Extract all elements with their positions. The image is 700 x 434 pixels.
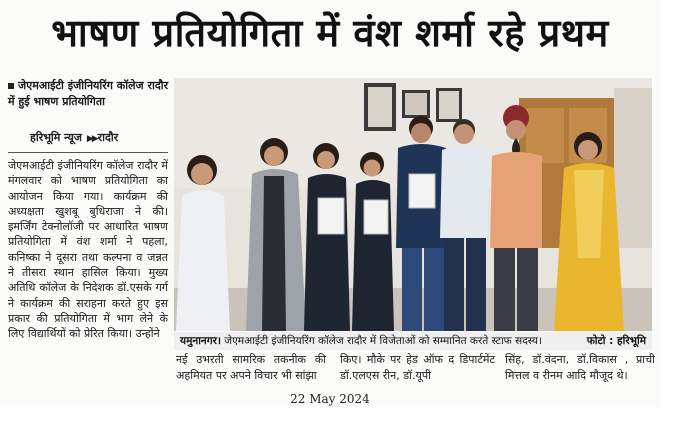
headline: भाषण प्रतियोगिता में वंश शर्मा रहे प्रथम (51, 11, 609, 55)
caption-place: यमुनानगर। (180, 335, 221, 347)
bullet-icon (8, 83, 14, 89)
group-photo-illustration (174, 78, 652, 331)
byline-arrows-icon: ▶▶ (86, 134, 97, 144)
photo-caption (174, 332, 652, 350)
publication-date: 22 May 2024 (0, 392, 660, 406)
article-body: जेएमआईटी इंजीनियरिंग कॉलेज रादौर में मंगलवार को भाषण प्रतियोगिता का आयोजन किया गया। कार्यक्रम की अध्यक्षता खुशबू बुधिराजा ने की। इमर्जिंग टेक्नोलॉजी पर आधारित भाषण प्रतियोगिता में वंश शर्मा ने पहला, कनिष्का ने दूसरा तथा कल्पना व जन्नत ने तीसरा स्थान हासिल किया। मुख्य अतिथि कॉलेज के निदेशक डॉ.एसके गर्ग ने कार्यक्रम की सराहना करते हुए इस प्रकार की प्रतियोगिता में भाग लेने के लिए विद्यार्थियों को प्रेरित किया। उन्होंने (8, 159, 168, 341)
byline (30, 130, 118, 145)
byline-divider (8, 152, 168, 153)
subheadline (8, 78, 170, 110)
article-column-3: सिंह, डॉ.वंदना, डॉ.विकास , प्राची मित्तल व रीनम आदि मौजूद थे। (505, 353, 655, 382)
photo-credit: फोटो : हरिभूमि (586, 335, 646, 347)
article-column-2: किए। मौके पर हेड ऑफ द डिपार्टमेंट डॉ.एलएस रीन, डॉ.यूपी (340, 353, 495, 382)
subheadline-text: जेएमआईटी इंजीनियरिंग कॉलेज रादौर में हुई भाषण प्रतियोगिता (8, 79, 169, 108)
article-column-1: नई उभरती सामरिक तकनीक की अहमियत पर अपने विचार भी सांझा (176, 353, 326, 382)
byline-source: हरिभूमि न्यूज (30, 131, 82, 144)
news-photo (174, 78, 652, 331)
caption-text: जेएमआईटी इंजीनियरिंग कॉलेज रादौर में विजेताओं को सम्मानित करते स्टाफ सदस्य। (224, 335, 542, 347)
byline-place: रादौर (97, 131, 119, 144)
